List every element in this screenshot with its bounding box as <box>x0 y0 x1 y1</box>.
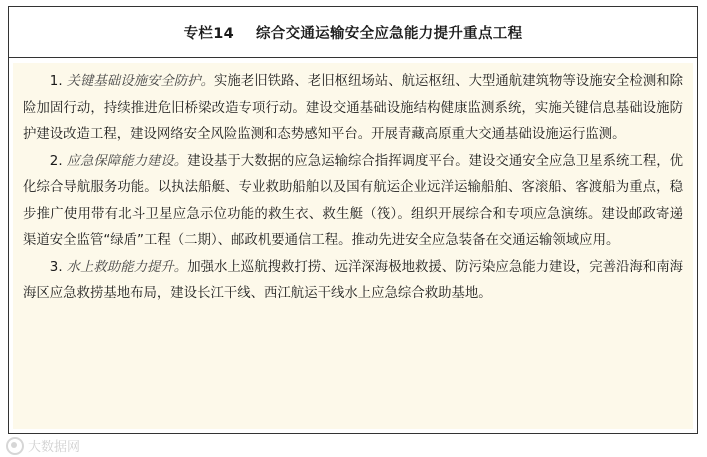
item-number: 2. <box>49 153 63 169</box>
list-item <box>23 69 683 149</box>
item-text: 加强水上巡航搜救打捞、远洋深海极地救援、防污染应急能力建设，完善沿海和南海海区应急救捞基地布局，建设长江干线、西江航运干线水上应急综合救助基地。 <box>23 259 684 301</box>
column-header <box>9 7 697 58</box>
item-text: 建设基于大数据的应急运输综合指挥调度平台。建设交通安全应急卫星系统工程，优化综合导航服务功能。以执法船艇、专业救助船舶以及国有航运企业远洋运输船舶、客滚船、客渡船为重点，稳步推广使用带有北斗卫星应急示位功能的救生衣、救生艇（筏）。组织开展综合和专项应急演练。建设邮政寄递渠道安全监管“绿盾”工程（二期）、邮政机要通信工程。推动先进安全应急装备在交通运输领域应用。 <box>23 153 684 248</box>
item-keyword: 关键基础设施安全防护。 <box>66 74 214 89</box>
item-keyword: 应急保障能力建设。 <box>66 153 188 169</box>
column-title: 综合交通运输安全应急能力提升重点工程 <box>255 25 523 42</box>
watermark-text: 大数据网 <box>28 440 81 455</box>
watermark <box>6 436 80 455</box>
watermark-logo-icon <box>6 437 24 455</box>
item-text: 实施老旧铁路、老旧枢纽场站、航运枢纽、大型通航建筑物等设施安全检测和除险加固行动，持续推进危旧桥梁改造专项行动。建设交通基础设施结构健康监测系统，实施关键信息基础设施防护建设改造工程，建设网络安全风险监测和态势感知平台。开展青藏高原重大交通基础设施运行监测。 <box>23 74 684 142</box>
column-body <box>13 63 693 429</box>
item-number: 3. <box>49 259 63 275</box>
column-label: 专栏14 <box>183 25 234 42</box>
list-item <box>23 149 683 255</box>
column-box <box>8 6 698 434</box>
item-number: 1. <box>49 74 63 89</box>
item-keyword: 水上救助能力提升。 <box>66 259 188 275</box>
list-item <box>23 255 683 308</box>
